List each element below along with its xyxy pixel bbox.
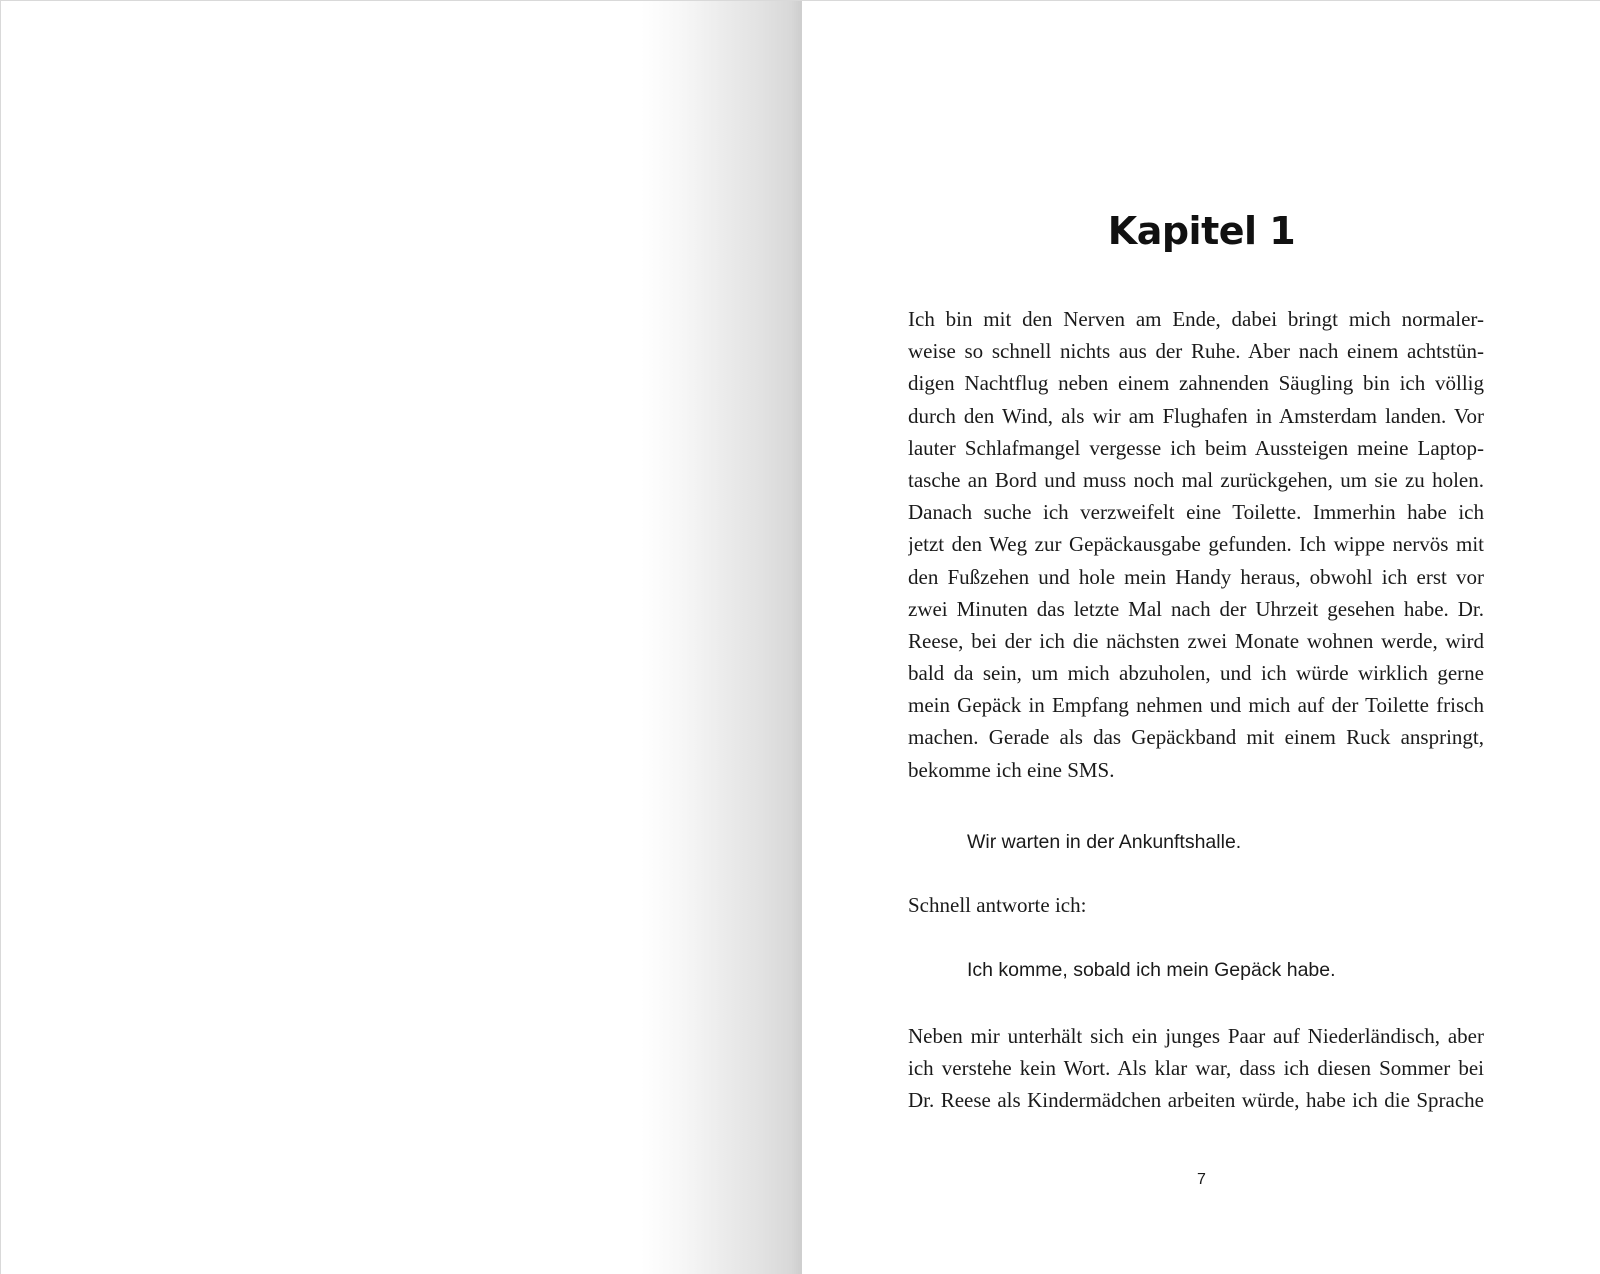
text-line: lauter Schlafmangel vergesse ich beim Aussteigen meine Laptop- (908, 435, 1484, 460)
text-line: Schnell antworte ich: (908, 893, 1087, 917)
page-number: 7 (1197, 1171, 1206, 1188)
text-line: mein Gepäck in Empfang nehmen und mich auf der Toilette frisch (908, 693, 1484, 718)
text-line: durch den Wind, als wir am Flughafen in Amsterdam landen. Vor (908, 403, 1484, 428)
sms-message-reply: Ich komme, sobald ich mein Gepäck habe. (967, 959, 1336, 981)
text-line: zwei Minuten das letzte Mal nach der Uhrzeit gesehen habe. Dr. (908, 596, 1484, 621)
text-line: jetzt den Weg zur Gepäckausgabe gefunden. Ich wippe nervös mit (908, 532, 1484, 557)
sms-message-incoming: Wir warten in der Ankunftshalle. (967, 831, 1242, 853)
text-line: machen. Gerade als das Gepäckband mit einem Ruck anspringt, (908, 725, 1484, 750)
text-line: digen Nachtflug neben einem zahnenden Säugling bin ich völlig (908, 371, 1484, 396)
text-line: weise so schnell nichts aus der Ruhe. Aber nach einem achtstün- (908, 339, 1484, 364)
left-page-blank (1, 1, 800, 1274)
right-page (802, 1, 1600, 1274)
paragraph-2 (908, 889, 1484, 921)
text-line: bald da sein, um mich abzuholen, und ich würde wirklich gerne (908, 661, 1484, 686)
text-line: Dr. Reese als Kindermädchen arbeiten würde, habe ich die Sprache (908, 1088, 1484, 1113)
text-line: ich verstehe kein Wort. Als klar war, dass ich diesen Sommer bei (908, 1056, 1484, 1081)
text-line: den Fußzehen und hole mein Handy heraus, obwohl ich erst vor (908, 564, 1484, 589)
text-line: tasche an Bord und muss noch mal zurückgehen, um sie zu holen. (908, 467, 1484, 492)
text-line: Neben mir unterhält sich ein junges Paar auf Niederländisch, aber (908, 1024, 1484, 1048)
text-line: Danach suche ich verzweifelt eine Toilette. Immerhin habe ich (908, 500, 1484, 525)
paragraph-3 (908, 1020, 1484, 1117)
text-line: Reese, bei der ich die nächsten zwei Monate wohnen werde, wird (908, 628, 1484, 653)
chapter-title: Kapitel 1 (1107, 209, 1296, 253)
paragraph-1 (908, 303, 1484, 786)
text-line: bekomme ich eine SMS. (908, 757, 1115, 782)
text-line: Ich bin mit den Nerven am Ende, dabei bringt mich normaler- (908, 307, 1484, 331)
